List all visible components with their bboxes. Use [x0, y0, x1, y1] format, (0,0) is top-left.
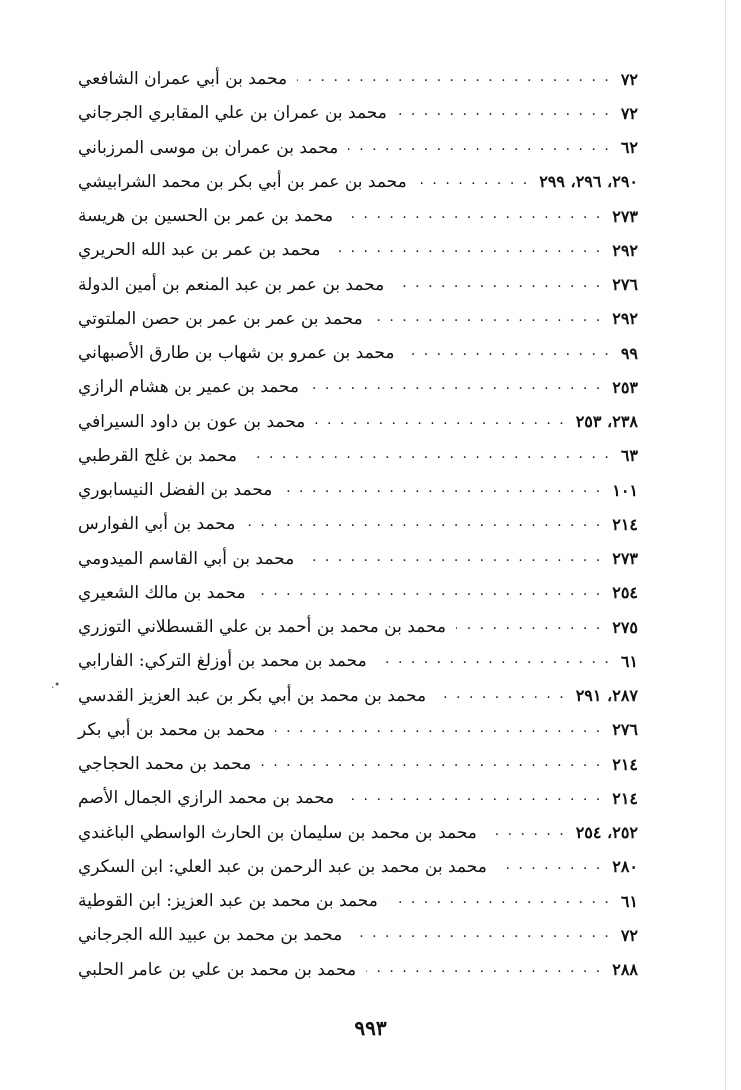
entry-pages: ٢٥٢، ٢٥٤	[575, 823, 638, 843]
entry-pages: ٢٨٧، ٢٩١	[575, 686, 638, 706]
entry-pages: ٦١	[620, 651, 638, 671]
entry-pages: ٢٩٢	[612, 309, 638, 329]
index-entry	[78, 610, 638, 644]
entry-pages: ١٠١	[612, 480, 638, 500]
entry-name: محمد بن عمر بن عبد المنعم بن أمين الدولة	[78, 274, 385, 295]
dot-leader	[417, 178, 529, 192]
index-entry	[78, 816, 638, 850]
index-entry	[78, 713, 638, 747]
entry-pages: ٢٧٦	[612, 275, 638, 295]
entry-pages: ٢٧٣	[612, 549, 638, 569]
entry-name: محمد بن محمد بن علي بن عامر الحلبي	[78, 959, 357, 980]
entry-name: محمد بن محمد الرازي الجمال الأصم	[78, 788, 335, 809]
index-entry	[78, 507, 638, 541]
dot-leader	[397, 109, 611, 123]
dot-leader	[304, 555, 602, 569]
index-entry	[78, 781, 638, 815]
dot-leader	[315, 418, 565, 432]
dot-leader	[275, 726, 602, 740]
dot-leader	[247, 452, 611, 466]
entry-pages: ٢٩٢	[612, 240, 638, 260]
entry-pages: ٢٧٥	[612, 617, 638, 637]
entry-pages: ٢٩٠، ٢٩٦، ٢٩٩	[539, 172, 638, 192]
dot-leader	[344, 794, 602, 808]
index-entry	[78, 953, 638, 987]
index-entry	[78, 747, 638, 781]
dot-leader	[245, 520, 602, 534]
entry-name: محمد بن أبي عمران الشافعي	[78, 69, 288, 90]
dot-leader	[297, 75, 611, 89]
page-edge-line	[725, 0, 726, 1090]
entry-name: محمد بن الفضل النيسابوري	[78, 480, 273, 501]
index-entry	[78, 679, 638, 713]
entry-name: محمد بن عمران بن علي المقابري الجرجاني	[78, 103, 387, 124]
entry-name: محمد بن عمرو بن شهاب بن طارق الأصبهاني	[78, 343, 395, 364]
entry-pages: ٢٣٨، ٢٥٣	[575, 412, 638, 432]
dot-leader	[282, 486, 602, 500]
index-entry	[78, 199, 638, 233]
index-entry	[78, 233, 638, 267]
page-number: ٩٩٣	[354, 1016, 387, 1040]
dot-leader	[256, 589, 603, 603]
index-entry	[78, 165, 638, 199]
entry-name: محمد بن عمران بن موسى المرزباني	[78, 137, 339, 158]
dot-leader	[436, 692, 566, 706]
dot-leader	[343, 212, 602, 226]
index-entries	[78, 62, 638, 987]
entry-name: محمد بن محمد بن عبد الرحمن بن عبد العلي: ابن السكري	[78, 856, 487, 877]
index-entry	[78, 644, 638, 678]
entry-name: محمد بن عون بن داود السيرافي	[78, 411, 306, 432]
dot-leader	[348, 144, 611, 158]
dot-leader	[309, 383, 602, 397]
index-entry	[78, 62, 638, 96]
entry-pages: ٢١٤	[612, 754, 638, 774]
dot-leader	[261, 760, 602, 774]
dot-leader	[330, 246, 602, 260]
index-entry	[78, 850, 638, 884]
entry-name: محمد بن عمر بن عبد الله الحريري	[78, 240, 321, 261]
entry-name: محمد بن محمد بن عبد العزيز: ابن القوطية	[78, 891, 378, 912]
entry-pages: ٢١٤	[612, 788, 638, 808]
dot-leader	[352, 931, 611, 945]
dot-leader	[366, 966, 602, 980]
entry-name: محمد بن عمر بن عمر بن حصن الملتوتي	[78, 308, 363, 329]
entry-pages: ٢١٤	[612, 514, 638, 534]
dot-leader	[405, 349, 611, 363]
entry-name: محمد بن غلج القرطبي	[78, 445, 237, 466]
entry-name: محمد بن مالك الشعيري	[78, 582, 246, 603]
entry-pages: ٢٨٨	[612, 960, 638, 980]
index-entry	[78, 576, 638, 610]
entry-pages: ٧٢	[620, 69, 638, 89]
entry-name: محمد بن محمد الحجاجي	[78, 754, 252, 775]
entry-name: محمد بن محمد بن عبيد الله الجرجاني	[78, 925, 343, 946]
index-entry	[78, 268, 638, 302]
entry-name: محمد بن محمد بن أوزلغ التركي: الفارابي	[78, 651, 367, 672]
entry-name: محمد بن عمر بن أبي بكر بن محمد الشرابيشي	[78, 171, 407, 192]
index-entry	[78, 370, 638, 404]
index-entry	[78, 96, 638, 130]
entry-pages: ٢٧٣	[612, 206, 638, 226]
index-entry	[78, 336, 638, 370]
index-entry	[78, 918, 638, 952]
index-entry	[78, 131, 638, 165]
entry-pages: ٢٧٦	[612, 720, 638, 740]
dot-leader	[388, 897, 611, 911]
dot-leader	[456, 623, 602, 637]
index-entry	[78, 405, 638, 439]
entry-pages: ٧٢	[620, 103, 638, 123]
entry-name: محمد بن محمد بن أبي بكر بن عبد العزيز القدسي	[78, 685, 427, 706]
entry-name: محمد بن أبي الفوارس	[78, 514, 236, 535]
entry-name: محمد بن عمير بن هشام الرازي	[78, 377, 300, 398]
entry-name: محمد بن عمر بن الحسين بن هريسة	[78, 206, 334, 227]
entry-pages: ٦٣	[620, 446, 638, 466]
entry-name: محمد بن محمد بن سليمان بن الحارث الواسطي الباغندي	[78, 822, 477, 843]
entry-pages: ٩٩	[620, 343, 638, 363]
dot-leader	[487, 829, 566, 843]
index-entry	[78, 542, 638, 576]
index-entry	[78, 473, 638, 507]
entry-name: محمد بن محمد بن أحمد بن علي القسطلاني التوزري	[78, 617, 447, 638]
entry-pages: ٢٨٠	[612, 857, 638, 877]
index-entry	[78, 302, 638, 336]
entry-pages: ٢٥٣	[612, 377, 638, 397]
dot-leader	[394, 281, 602, 295]
dot-leader	[373, 315, 602, 329]
print-speck: .•	[51, 680, 61, 691]
index-entry	[78, 439, 638, 473]
entry-pages: ٧٢	[620, 925, 638, 945]
dot-leader	[377, 657, 611, 671]
entry-pages: ٦٢	[620, 138, 638, 158]
entry-pages: ٦١	[620, 891, 638, 911]
dot-leader	[497, 863, 602, 877]
entry-pages: ٢٥٤	[612, 583, 638, 603]
entry-name: محمد بن أبي القاسم الميدومي	[78, 548, 295, 569]
entry-name: محمد بن محمد بن أبي بكر	[78, 719, 266, 740]
index-entry	[78, 884, 638, 918]
